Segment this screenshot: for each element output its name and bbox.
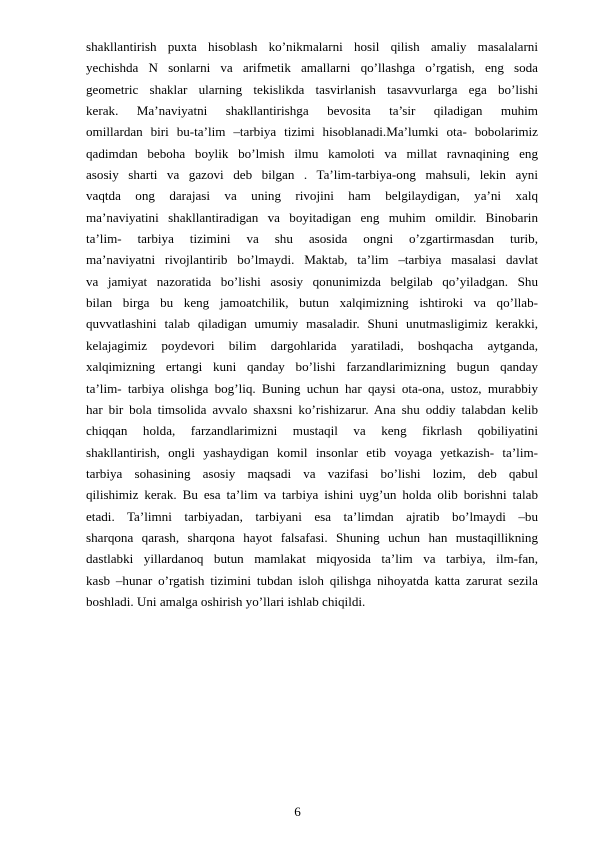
text-line: har bir bola timsolida avvalo shaxsni ko’rishizarur. Ana shu oddiy talabdan kelib <box>86 401 538 417</box>
text-line: yechishda N sonlarni va arifmetik amallarni qo’llashga o’rgatish, eng soda <box>86 60 538 76</box>
text-line: asosiy sharti va gazovi deb bilgan . Ta’lim-tarbiya-ong mahsuli, lekin ayni <box>86 167 538 183</box>
text-line: quvvatlashini talab qiladigan umumiy masaladir. Shuni unutmasligimiz kerakki, <box>86 316 538 332</box>
body-text <box>86 36 538 612</box>
text-line: kasb –hunar o’rgatish tizimini tubdan isloh qilishga nihoyatda katta zarurat sezila <box>86 572 538 588</box>
text-line: va jamiyat nazoratida bo’lishi asosiy qonunimizda belgilab qo’yiladgan. Shu <box>86 273 538 289</box>
text-line: etadi. Ta’limni tarbiyadan, tarbiyani esa ta’limdan ajratib bo’lmaydi –bu <box>86 508 538 524</box>
text-line: dastlabki yillardanoq butun mamlakat miqyosida ta’lim va tarbiya, ilm-fan, <box>86 551 538 567</box>
text-line: shakllantirish puxta hisoblash ko’nikmalarni hosil qilish amaliy masalalarni <box>86 39 538 54</box>
text-line: sharqona qarash, sharqona hayot falsafasi. Shuning uchun han mustaqillikning <box>86 529 538 545</box>
text-line: kelajagimiz poydevori bilim dargohlarida yaratiladi, boshqacha aytganda, <box>86 337 538 353</box>
text-line: qadimdan beboha boylik bo’lmish ilmu kamoloti va millat ravnaqining eng <box>86 145 538 161</box>
text-line: ma’naviyatni rivojlantirib bo’lmaydi. Maktab, ta’lim –tarbiya masalasi davlat <box>86 252 538 268</box>
text-line: bilan birga bu keng jamoatchilik, butun xalqimizning ishtiroki va qo’llab- <box>86 295 538 311</box>
text-line: shakllantirish, ongli yashaydigan komil insonlar etib voyaga yetkazish- ta’lim- <box>86 444 538 460</box>
text-line: ma’naviyatini shakllantiradigan va boyitadigan eng muhim omildir. Binobarin <box>86 209 538 225</box>
text-line: ta’lim- tarbiya olishga bog’liq. Buning uchun har qaysi ota-ona, ustoz, murabbiy <box>86 380 538 396</box>
text-line-last: boshladi. Uni amalga oshirish yo’llari ishlab chiqildi. <box>86 593 366 609</box>
text-line: tarbiya sohasining asosiy maqsadi va vazifasi bo’lishi lozim, deb qabul <box>86 465 538 481</box>
text-line: geometric shaklar ularning tekislikda tasvirlanish tasavvurlarga ega bo’lishi <box>86 81 538 97</box>
text-line: qilishimiz kerak. Bu esa ta’lim va tarbiya ishini uyg’un holda olib borishni talab <box>86 487 538 503</box>
text-line: vaqtda ong darajasi va uning rivojini ham belgilaydigan, ya’ni xalq <box>86 188 538 204</box>
text-line: kerak. Ma’naviyatni shakllantirishga bevosita ta’sir qiladigan muhim <box>86 103 538 119</box>
text-line: xalqimizning ertangi kuni qanday bo’lishi farzandlarimizning bugun qanday <box>86 359 538 375</box>
text-line: omillardan biri bu-ta’lim –tarbiya tizimi hisoblanadi.Ma’lumki ota- bobolarimiz <box>86 124 538 140</box>
text-line: ta’lim- tarbiya tizimini va shu asosida ongni o’zgartirmasdan turib, <box>86 231 538 247</box>
text-line: chiqqan holda, farzandlarimizni mustaqil va keng fikrlash qobiliyatini <box>86 423 538 439</box>
page-number: 6 <box>294 804 301 819</box>
